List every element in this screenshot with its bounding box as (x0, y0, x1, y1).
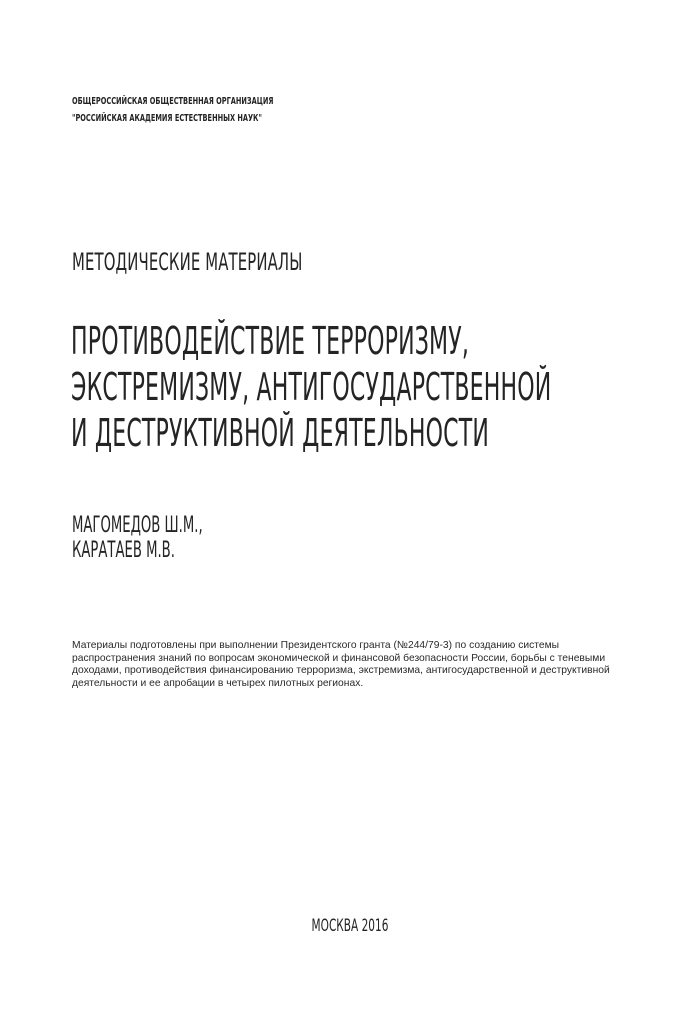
title-line-1: ПРОТИВОДЕЙСТВИЕ ТЕРРОРИЗМУ, (71, 319, 470, 363)
authors (72, 513, 290, 563)
organization-line-2: "РОССИЙСКАЯ АКАДЕМИЯ ЕСТЕСТВЕННЫХ НАУК" (72, 113, 262, 124)
description-paragraph: Материалы подготовлены при выполнении Президентского гранта (№244/79-3) по созданию системы распространения знаний по вопросам экономической и финансовой безопасности России, борьбы с теневыми доходами, противодействия финансированию терроризма, экстремизма, антигосударственной и деструктивной деятельности и ее апробации в четырех пилотных регионах. (72, 640, 610, 690)
author-1: МАГОМЕДОВ Ш.М., (72, 513, 203, 538)
title-line-3: И ДЕСТРУКТИВНОЙ ДЕЯТЕЛЬНОСТИ (71, 411, 490, 455)
organization-line-1: ОБЩЕРОССИЙСКАЯ ОБЩЕСТВЕННАЯ ОРГАНИЗАЦИЯ (72, 96, 274, 107)
imprint-footer (0, 916, 700, 938)
document-title (71, 318, 700, 456)
author-2: КАРАТАЕВ М.В. (72, 538, 175, 563)
city-year: МОСКВА 2016 (311, 916, 389, 936)
publisher-organization (72, 96, 377, 130)
title-line-2: ЭКСТРЕМИЗМУ, АНТИГОСУДАРСТВЕННОЙ (71, 365, 552, 409)
series-label: МЕТОДИЧЕСКИЕ МАТЕРИАЛЫ (72, 248, 303, 276)
